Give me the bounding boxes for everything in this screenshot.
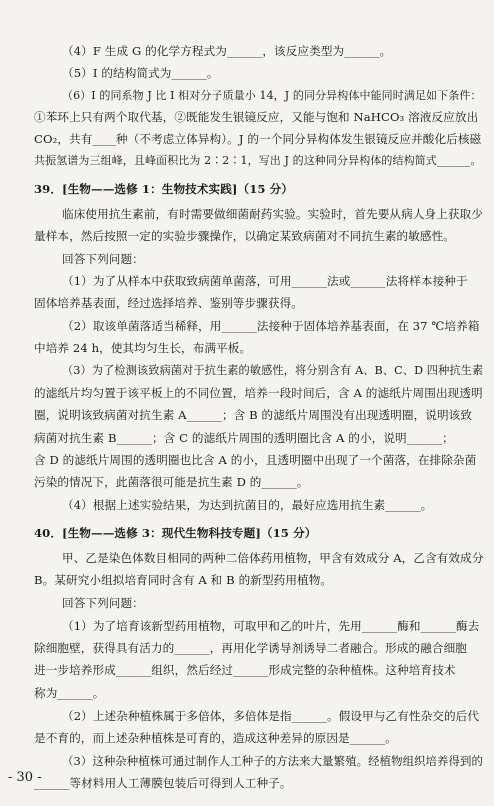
- q39-part3-line4: 病菌对抗生素 B______；含 C 的滤纸片周围的透明圈比含 A 的小，说明______；: [34, 431, 454, 445]
- q40-part1-line2: 除细胞壁，获得具有活力的______，再用化学诱导剂诱导二者融合。形成的融合细胞: [34, 641, 467, 655]
- q38-part6-line4: 共振氢谱为三组峰，且峰面积比为 2∶2∶1，写出 J 的这种同分异构体的结构简式______。: [34, 154, 482, 167]
- q39-answer-prompt: 回答下列问题：: [62, 252, 144, 266]
- q39-part1-line1: （1）为了从样本中获取致病菌单菌落，可用______法或______法将样本接种于: [62, 274, 468, 288]
- q38-part4: （4）F 生成 G 的化学方程式为______，该反应类型为______。: [62, 44, 392, 58]
- q38-part6-line2: ①苯环上只有两个取代基，②既能发生银镜反应，又能与饱和 NaHCO₃ 溶液反应放出: [34, 110, 479, 124]
- q38-part5: （5）I 的结构简式为______。: [62, 66, 219, 80]
- q40-part1-line3: 进一步培养形成______组织，然后经过______形成完整的杂种植株。这种培育技术: [34, 663, 456, 677]
- q40-intro-line1: 甲、乙是染色体数目相同的两种二倍体药用植物，甲含有效成分 A，乙含有效成分: [62, 551, 484, 565]
- q39-part2-line1: （2）取该单菌落适当稀释，用______法接种于固体培养基表面，在 37 ℃培养箱: [62, 319, 480, 333]
- q40-answer-prompt: 回答下列问题：: [62, 596, 144, 610]
- q38-part6-line1: （6）I 的同系物 J 比 I 相对分子质量小 14，J 的同分异构体中能同时满足如下条件：: [62, 89, 482, 102]
- q40-part1-line4: 称为______。: [34, 686, 105, 700]
- q40-part3-line1: （3）这种杂种植株可通过制作人工种子的方法来大量繁殖。经植物组织培养得到的: [62, 754, 484, 768]
- q39-intro-line2: 量样本，然后按照一定的实验步骤操作，以确定某致病菌对不同抗生素的敏感性。: [34, 229, 455, 243]
- q40-intro-line2: B。某研究小组拟培育同时含有 A 和 B 的新型药用植物。: [34, 573, 333, 587]
- q39-intro-line1: 临床使用抗生素前，有时需要做细菌耐药实验。实验时，首先要从病人身上获取少: [62, 207, 483, 221]
- q39-part3-line2: 的滤纸片均匀置于该平板上的不同位置，培养一段时间后，含 A 的滤纸片周围出现透明: [34, 386, 483, 400]
- page-number: - 30 -: [8, 770, 42, 785]
- q40-part3-line2: ______等材料用人工薄膜包装后可得到人工种子。: [34, 776, 292, 790]
- q39-part2-line2: 中培养 24 h，使其均匀生长，布满平板。: [34, 341, 252, 355]
- q39-part3-line1: （3）为了检测该致病菌对于抗生素的敏感性，将分别含有 A、B、C、D 四种抗生素: [62, 364, 484, 377]
- q39-title: 39．[生物——选修 1：生物技术实践]（15 分）: [34, 182, 294, 196]
- q40-part2-line2: 是不育的，而上述杂种植株是可育的，造成这种差异的原因是______。: [34, 731, 397, 745]
- q39-part3-line5: 含 D 的滤纸片周围的透明圈也比含 A 的小，且透明圈中出现了一个菌落，在排除杂菌: [34, 453, 477, 467]
- q38-part6-line3: CO₂，共有____种（不考虑立体异构）。J 的一个同分异构体发生银镜反应并酸化后核磁: [34, 132, 482, 146]
- q40-title: 40．[生物——选修 3：现代生物科技专题]（15 分）: [34, 526, 317, 540]
- q39-part3-line3: 圈，说明该致病菌对抗生素 A______；含 B 的滤纸片周围没有出现透明圈，说明该致: [34, 408, 473, 422]
- q39-part4: （4）根据上述实验结果，为达到抗菌目的，最好应选用抗生素______。: [62, 498, 433, 512]
- q39-part3-line6: 污染的情况下，此菌落很可能是抗生素 D 的______。: [34, 475, 309, 489]
- q40-part2-line1: （2）上述杂种植株属于多倍体，多倍体是指______。假设甲与乙有性杂交的后代: [62, 709, 480, 723]
- q40-part1-line1: （1）为了培育该新型药用植物，可取甲和乙的叶片，先用______酶和______酶去: [62, 619, 480, 633]
- q39-part1-line2: 固体培养基表面，经过选择培养、鉴别等步骤获得。: [34, 296, 303, 310]
